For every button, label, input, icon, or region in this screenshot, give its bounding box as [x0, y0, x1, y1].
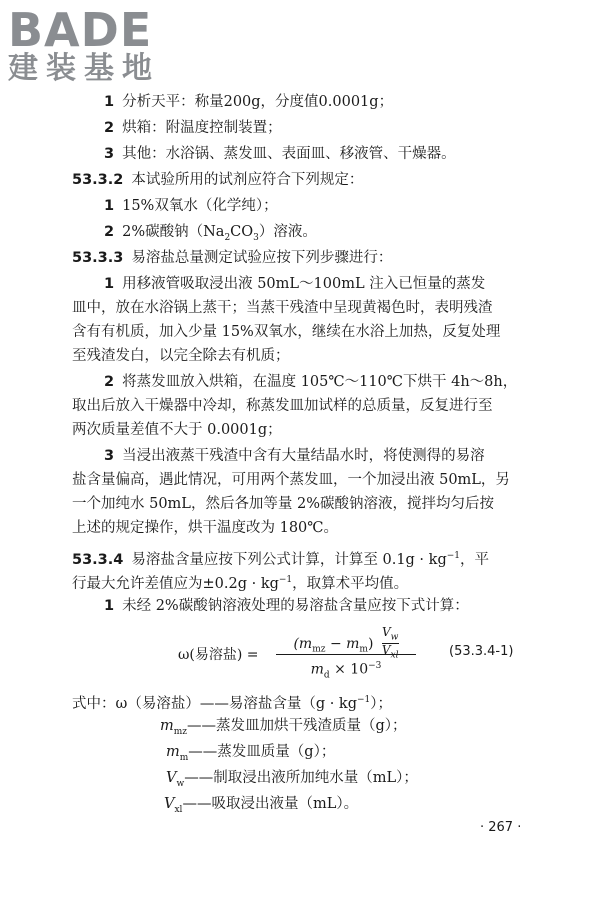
apparatus-item-1	[104, 92, 580, 112]
clause-number: 53.3.2	[72, 172, 124, 188]
step-3-line-2: 盐含量偏高，遇此情况，可用两个蒸发皿，一个加浸出液 50mL，另	[72, 472, 510, 488]
subscript: xl	[390, 650, 399, 661]
clause-text: 本试验所用的试剂应符合下列规定：	[131, 172, 364, 188]
item-number: 3	[104, 448, 115, 464]
superscript: −3	[368, 661, 382, 671]
definition-vxl	[164, 794, 358, 820]
reagent-item-1	[104, 196, 580, 216]
subscript: mz	[312, 644, 326, 655]
item-text: CO	[230, 224, 254, 240]
subscript: mz	[173, 726, 188, 737]
step-3-line-4: 上述的规定操作，烘干温度改为 180℃。	[72, 520, 339, 536]
formula-text: × 10	[329, 661, 369, 678]
item-text: 烘箱：附温度控制装置；	[122, 120, 282, 136]
symbol: m	[160, 718, 174, 734]
subscript: 2	[224, 232, 231, 243]
logo	[8, 3, 188, 86]
definition-intro	[72, 690, 392, 714]
logo-brand: BADE	[8, 3, 153, 57]
formula-text: V	[381, 643, 391, 658]
item-number: 1	[104, 276, 115, 292]
step-text: 将蒸发皿放入烘箱，在温度 105℃～110℃下烘干 4h～8h，	[122, 374, 518, 390]
definition-text: ——蒸发皿质量（g）；	[188, 744, 336, 760]
apparatus-item-3	[104, 144, 580, 164]
page-number: · 267 ·	[480, 820, 522, 835]
definition-mm	[166, 742, 335, 768]
reagent-item-2	[104, 222, 580, 248]
item-text: 15%双氧水（化学纯）；	[122, 198, 278, 214]
definition-vw	[166, 768, 418, 794]
subscript: w	[390, 632, 399, 643]
superscript: −1	[446, 551, 461, 561]
clause-text: 易溶盐含量应按下列公式计算，计算至 0.1g · kg	[131, 551, 447, 568]
item-text: 2%碳酸钠（Na	[122, 224, 225, 240]
item-number: 2	[104, 120, 115, 136]
item-text: 分析天平：称量200g，分度值0.0001g；	[122, 94, 394, 110]
subscript: d	[323, 670, 330, 681]
step-2-line-2: 取出后放入干燥器中冷却，称蒸发皿加试样的总质量，反复进行至	[72, 398, 493, 414]
equation-number: (53.3.4-1)	[449, 644, 514, 659]
step-3-line-3: 一个加纯水 50mL，然后各加等量 2%碳酸钠溶液，搅拌均匀后按	[72, 496, 495, 512]
step-2-line-1	[104, 372, 580, 392]
definition-text: ）；	[370, 695, 393, 712]
superscript: −1	[278, 575, 293, 585]
symbol: V	[164, 796, 175, 812]
formula-text: − m	[325, 635, 360, 652]
formula-fraction	[276, 626, 416, 686]
clause-text: ，平	[460, 551, 490, 568]
clause-53-3-2	[72, 170, 580, 190]
item-text: 未经 2%碳酸钠溶液处理的易溶盐含量应按下式计算：	[122, 598, 469, 614]
clause-text: ，取算术平均值。	[292, 575, 409, 592]
subscript: m	[359, 644, 368, 655]
item-number: 3	[104, 146, 115, 162]
step-1-line-3: 含有有机质，加入少量 15%双氧水，继续在水浴上加热，反复处理	[72, 324, 501, 340]
clause-53-3-4-line-1	[72, 546, 580, 570]
subscript: 3	[253, 232, 259, 243]
volume-ratio	[382, 626, 399, 662]
step-text: 用移液管吸取浸出液 50mL～100mL 注入已恒量的蒸发	[122, 276, 486, 292]
subscript: xl	[174, 804, 183, 815]
item-number: 1	[104, 598, 115, 614]
definition-text: 式中：ω（易溶盐）——易溶盐含量（g · kg	[72, 695, 358, 712]
clause-53-3-4-line-2	[72, 570, 580, 594]
step-text: 当浸出液蒸干残渣中含有大量结晶水时，将使测得的易溶	[122, 448, 485, 464]
item-text: ）溶液。	[258, 224, 317, 240]
definition-mmz	[160, 716, 407, 742]
item-text: 其他：水浴锅、蒸发皿、表面皿、移液管、干燥器。	[122, 146, 456, 162]
formula-text: m	[310, 661, 324, 678]
clause-number: 53.3.3	[72, 250, 124, 266]
step-2-line-3: 两次质量差值不大于 0.0001g；	[72, 422, 282, 438]
formula-53-3-4-1	[178, 626, 538, 680]
clause-text: 易溶盐总量测定试验应按下列步骤进行：	[131, 250, 393, 266]
step-3-line-1	[104, 446, 580, 466]
item-number: 2	[104, 374, 115, 390]
subscript: m	[179, 752, 189, 763]
clause-number: 53.3.4	[72, 551, 124, 568]
definition-text: ——吸取浸出液量（mL）。	[182, 796, 359, 812]
symbol: m	[166, 744, 180, 760]
clause-text: 行最大允许差值应为±0.2g · kg	[72, 575, 279, 592]
item-number: 1	[104, 198, 115, 214]
step-1-line-1	[104, 274, 580, 294]
definition-text: ——蒸发皿加烘干残渣质量（g）；	[187, 718, 407, 734]
clause-53-3-3	[72, 248, 580, 268]
formula-text: )	[367, 635, 374, 652]
formula-numerator	[276, 625, 416, 661]
logo-subtitle: 建装基地	[8, 51, 160, 86]
ratio-denominator	[382, 643, 399, 661]
apparatus-item-2	[104, 118, 580, 138]
subscript: w	[176, 778, 185, 789]
item-number: 1	[104, 94, 115, 110]
superscript: −1	[357, 695, 371, 705]
symbol: V	[166, 770, 177, 786]
definition-text: ——制取浸出液所加纯水量（mL）；	[184, 770, 418, 786]
step-1-line-2: 皿中，放在水浴锅上蒸干；当蒸干残渣中呈现黄褐色时，表明残渣	[72, 300, 493, 316]
formula-lhs: ω(易溶盐) =	[178, 647, 259, 663]
formula-text: (m	[293, 635, 313, 652]
item-number: 2	[104, 224, 115, 240]
formula-text: V	[382, 625, 391, 639]
ratio-numerator	[382, 626, 399, 643]
step-1-line-4: 至残渣发白，以完全除去有机质；	[72, 348, 290, 364]
formula-intro	[104, 596, 580, 616]
